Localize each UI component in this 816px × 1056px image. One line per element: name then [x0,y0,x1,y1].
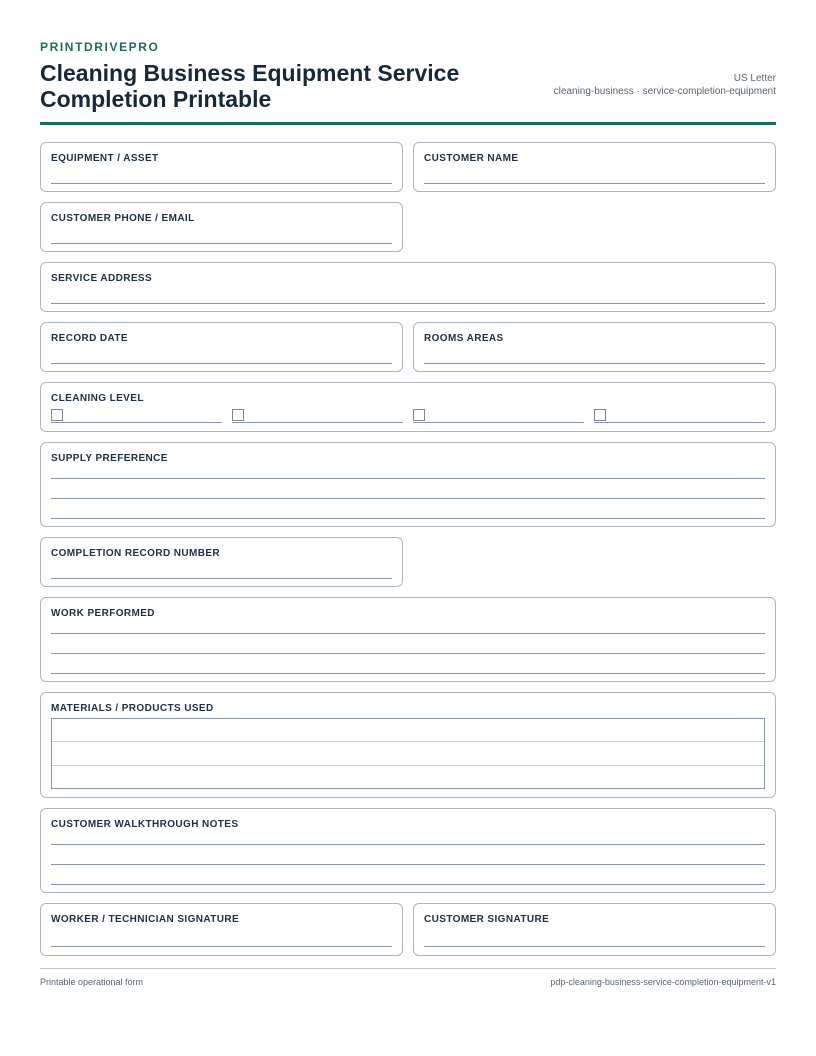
record-date-label: RECORD DATE [51,333,128,344]
header-row [40,60,776,112]
service-address-label: SERVICE ADDRESS [51,273,153,284]
customer-walkthrough-notes-line[interactable] [51,844,765,845]
work-performed-field[interactable] [40,597,776,682]
supply-preference-line[interactable] [51,518,765,519]
customer-walkthrough-notes-label: CUSTOMER WALKTHROUGH NOTES [51,819,239,830]
cleaning-level-field [40,382,776,432]
work-performed-line[interactable] [51,633,765,634]
customer-walkthrough-notes-field[interactable] [40,808,776,893]
supply-preference-line[interactable] [51,498,765,499]
footer-form-id: pdp-cleaning-business-service-completion-equipment-v1 [550,977,776,987]
supply-preference-label: SUPPLY PREFERENCE [51,453,168,464]
page-title: Cleaning Business Equipment Service Completion Printable [40,60,460,112]
supply-preference-field[interactable] [40,442,776,527]
cleaning-level-option[interactable] [51,409,222,423]
completion-record-number-line[interactable] [51,578,392,579]
customer-phone-email-line[interactable] [51,243,392,244]
materials-table [51,718,765,789]
customer-walkthrough-notes-line[interactable] [51,884,765,885]
rooms-areas-field[interactable] [413,322,776,372]
supply-preference-line[interactable] [51,478,765,479]
work-performed-line[interactable] [51,653,765,654]
service-address-line[interactable] [51,303,765,304]
footer-rule [40,968,776,969]
form-slug: cleaning-business · service-completion-equipment [553,86,776,97]
table-row[interactable] [52,766,764,789]
materials-products-used-label: MATERIALS / PRODUCTS USED [51,703,214,714]
rooms-areas-line[interactable] [424,363,765,364]
brand-name: PRINTDRIVEPRO [40,40,160,54]
completion-record-number-field[interactable] [40,537,403,587]
worker-signature-label: WORKER / TECHNICIAN SIGNATURE [51,914,240,925]
rooms-areas-label: ROOMS AREAS [424,333,504,344]
customer-signature-field[interactable] [413,903,776,956]
paper-size: US Letter [733,73,776,84]
customer-name-field[interactable] [413,142,776,192]
materials-products-used-field [40,692,776,798]
customer-name-label: CUSTOMER NAME [424,153,519,164]
record-date-line[interactable] [51,363,392,364]
work-performed-label: WORK PERFORMED [51,608,155,619]
customer-walkthrough-notes-line[interactable] [51,864,765,865]
customer-phone-email-field[interactable] [40,202,403,252]
worker-signature-line[interactable] [51,946,392,947]
page-meta [554,72,776,112]
cleaning-level-option[interactable] [413,409,584,423]
checkbox-icon[interactable] [51,409,63,421]
worker-signature-field[interactable] [40,903,403,956]
work-performed-line[interactable] [51,673,765,674]
checkbox-icon[interactable] [594,409,606,421]
equipment-asset-field[interactable] [40,142,403,192]
completion-record-number-label: COMPLETION RECORD NUMBER [51,548,221,559]
customer-name-line[interactable] [424,183,765,184]
record-date-field[interactable] [40,322,403,372]
checkbox-icon[interactable] [413,409,425,421]
cleaning-level-label: CLEANING LEVEL [51,393,144,404]
table-row[interactable] [52,719,764,742]
equipment-asset-line[interactable] [51,183,392,184]
cleaning-level-option[interactable] [232,409,403,423]
checkbox-icon[interactable] [232,409,244,421]
footer-description: Printable operational form [40,977,144,987]
page-header [40,40,776,125]
cleaning-level-options [51,409,765,423]
header-rule [40,122,776,125]
cleaning-level-option[interactable] [594,409,765,423]
table-row[interactable] [52,742,764,765]
customer-phone-email-label: CUSTOMER PHONE / EMAIL [51,213,195,224]
equipment-asset-label: EQUIPMENT / ASSET [51,153,159,164]
customer-signature-label: CUSTOMER SIGNATURE [424,914,550,925]
customer-signature-line[interactable] [424,946,765,947]
service-address-field[interactable] [40,262,776,312]
